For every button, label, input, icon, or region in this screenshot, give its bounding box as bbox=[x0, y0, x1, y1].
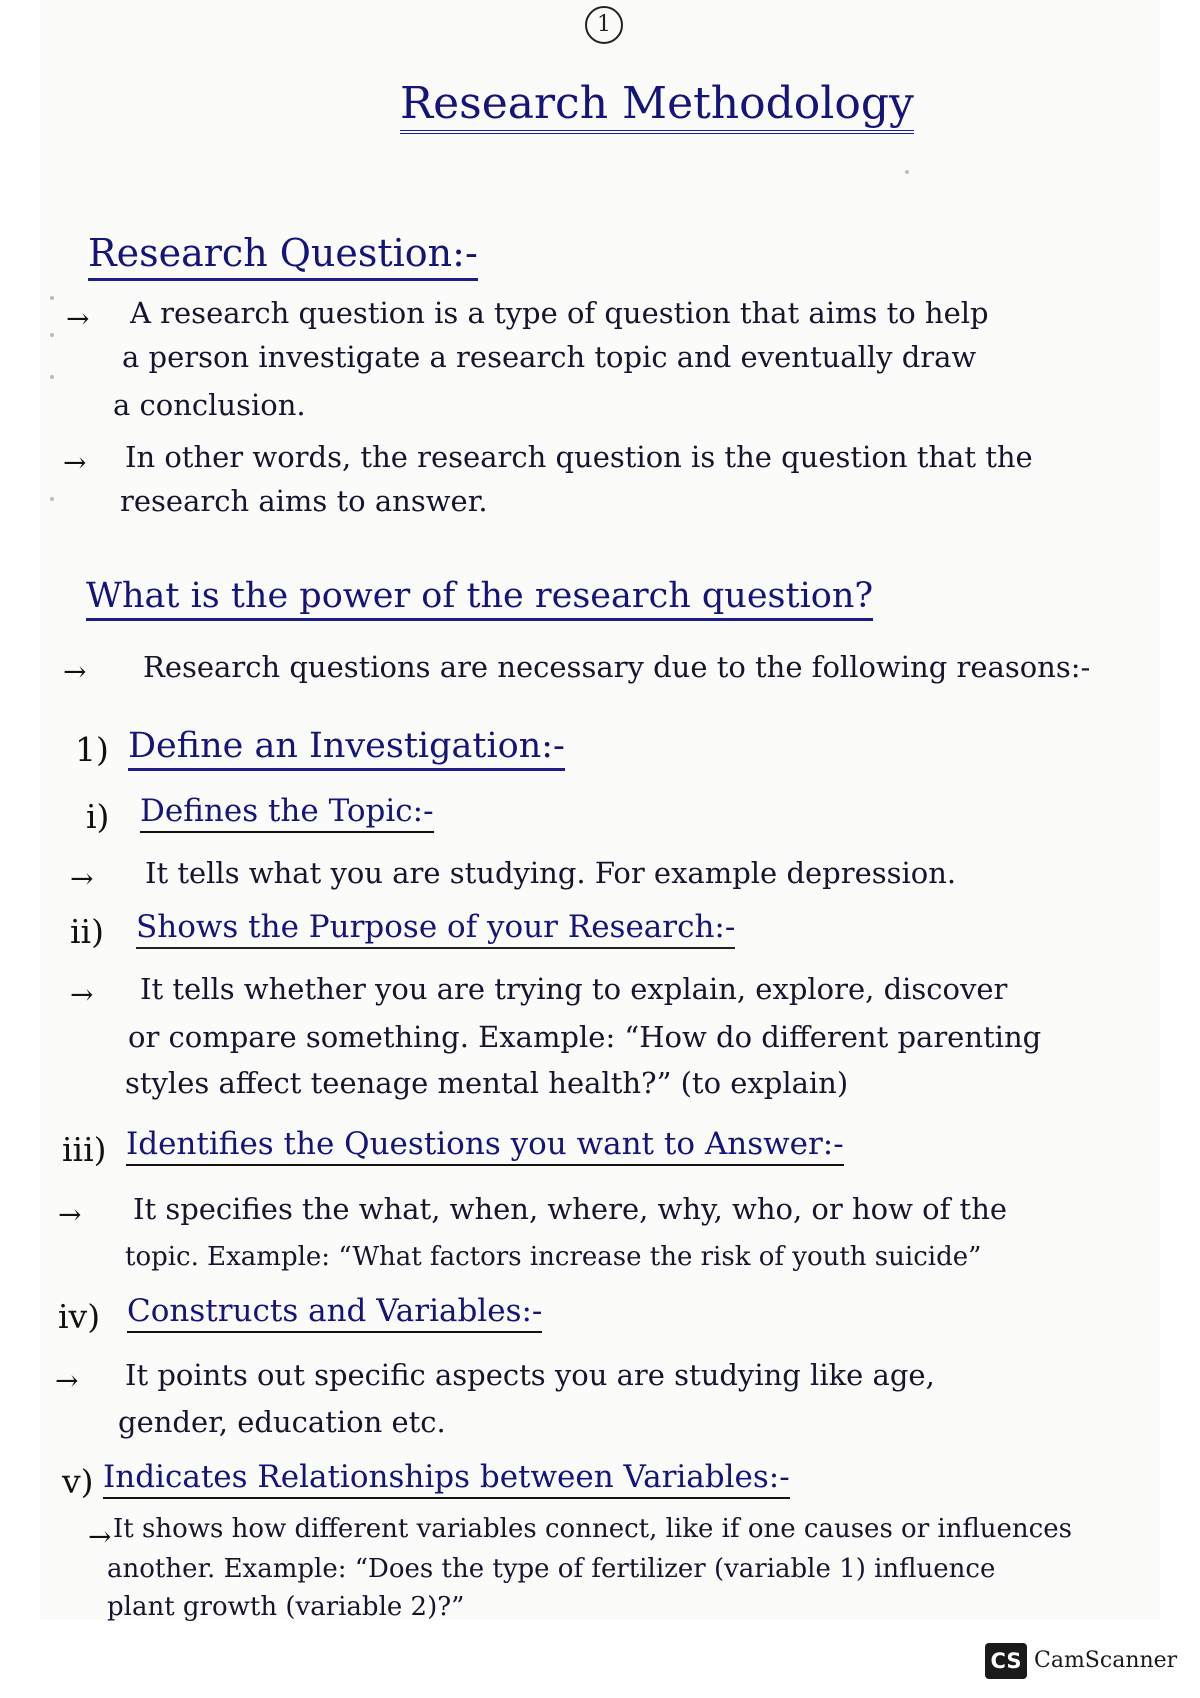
other-words-line-1: In other words, the research question is the question that the bbox=[125, 440, 1033, 474]
item-numeral: ii) bbox=[70, 912, 104, 951]
arrow-icon: → bbox=[88, 1520, 112, 1553]
arrow-icon: → bbox=[66, 302, 90, 335]
defines-topic-heading: Defines the Topic:- bbox=[140, 794, 434, 833]
camscanner-logo: CS bbox=[985, 1643, 1027, 1679]
arrow-icon: → bbox=[70, 978, 94, 1011]
relationships-line-1: It shows how different variables connect, like if one causes or influences bbox=[113, 1514, 1072, 1544]
margin-dot bbox=[50, 497, 54, 501]
arrow-icon: → bbox=[70, 862, 94, 895]
margin-dot bbox=[905, 170, 909, 174]
define-investigation-heading: Define an Investigation:- bbox=[128, 726, 565, 771]
purpose-line-1: It tells whether you are trying to explain, explore, discover bbox=[140, 972, 1008, 1006]
page-title: Research Methodology bbox=[400, 80, 914, 134]
power-heading: What is the power of the research question? bbox=[86, 576, 873, 621]
arrow-icon: → bbox=[63, 446, 87, 479]
relationships-line-2: another. Example: “Does the type of fertilizer (variable 1) influence bbox=[107, 1554, 996, 1584]
item-numeral: iii) bbox=[62, 1130, 107, 1169]
arrow-icon: → bbox=[55, 1364, 79, 1397]
item-numeral: v) bbox=[62, 1462, 94, 1501]
purpose-line-2: or compare something. Example: “How do different parenting bbox=[128, 1020, 1042, 1054]
relationships-heading: Indicates Relationships between Variables:- bbox=[103, 1460, 790, 1499]
reasons-intro: Research questions are necessary due to the following reasons:- bbox=[143, 650, 1091, 684]
point-number: 1) bbox=[75, 730, 109, 769]
margin-dot bbox=[50, 375, 54, 379]
questions-line-2: topic. Example: “What factors increase the risk of youth suicide” bbox=[125, 1242, 982, 1272]
questions-heading: Identifies the Questions you want to Answer:- bbox=[126, 1127, 844, 1166]
item-numeral: iv) bbox=[58, 1297, 101, 1336]
purpose-line-3: styles affect teenage mental health?” (to explain) bbox=[125, 1066, 849, 1100]
questions-line-1: It specifies the what, when, where, why, who, or how of the bbox=[133, 1192, 1008, 1226]
constructs-line-1: It points out specific aspects you are studying like age, bbox=[125, 1358, 935, 1392]
definition-line-2: a person investigate a research topic and eventually draw bbox=[122, 340, 977, 374]
camscanner-brand: CamScanner bbox=[1034, 1648, 1178, 1673]
margin-dot bbox=[50, 333, 54, 337]
margin-dot bbox=[50, 296, 54, 300]
item-numeral: i) bbox=[86, 797, 110, 836]
defines-topic-line-1: It tells what you are studying. For example depression. bbox=[145, 856, 957, 890]
research-question-heading: Research Question:- bbox=[88, 232, 478, 281]
definition-line-1: A research question is a type of question that aims to help bbox=[130, 296, 989, 330]
purpose-heading: Shows the Purpose of your Research:- bbox=[136, 910, 735, 949]
page-number: 1 bbox=[585, 6, 623, 44]
constructs-line-2: gender, education etc. bbox=[118, 1405, 446, 1439]
definition-line-3: a conclusion. bbox=[113, 388, 306, 422]
constructs-heading: Constructs and Variables:- bbox=[127, 1294, 542, 1333]
other-words-line-2: research aims to answer. bbox=[120, 484, 488, 518]
arrow-icon: → bbox=[63, 655, 87, 688]
arrow-icon: → bbox=[58, 1198, 82, 1231]
relationships-line-3: plant growth (variable 2)?” bbox=[107, 1592, 465, 1622]
